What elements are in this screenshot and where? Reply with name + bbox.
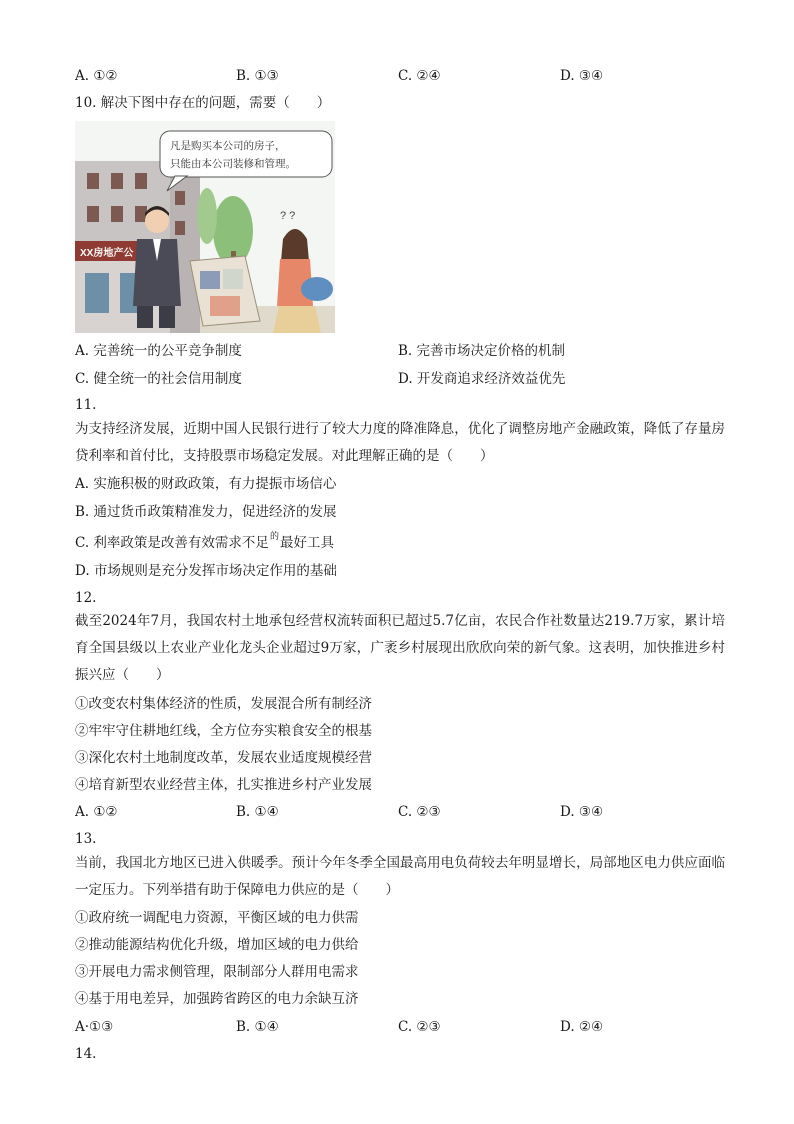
q12-item-4: ④培育新型农业经营主体，扎实推进乡村产业发展 bbox=[75, 777, 372, 793]
q13-number: 13. bbox=[75, 831, 97, 847]
q12-stem: 截至2024年7月，我国农村土地承包经营权流转面积已超过5.7亿亩，农民合作社数量达219.7万家，累计培育全国县级以上农业产业化龙头企业超过9万家，广袤乡村展现出欣欣向荣的新气象。这表明，加快推进乡村振兴应（ ） bbox=[75, 613, 725, 683]
q12-item-1: ①改变农村集体经济的性质，发展混合所有制经济 bbox=[75, 696, 372, 712]
q10-option-d: D. 开发商追求经济效益优先 bbox=[398, 371, 566, 387]
q9-option-d: D. ③④ bbox=[560, 68, 604, 84]
q11-option-b: B. 通过货币政策精准发力，促进经济的发展 bbox=[75, 504, 337, 520]
q9-option-c: C. ②④ bbox=[398, 68, 441, 84]
q10-stem: 10. 解决下图中存在的问题，需要（ ） bbox=[75, 95, 331, 111]
q11-option-d: D. 市场规则是充分发挥市场决定作用的基础 bbox=[75, 563, 337, 579]
q10-option-b: B. 完善市场决定价格的机制 bbox=[398, 343, 566, 359]
speech-line-2: 只能由本公司装修和管理。 bbox=[170, 158, 296, 170]
cartoon-illustration bbox=[75, 121, 335, 333]
q12-item-3: ③深化农村土地制度改革，发展农业适度规模经营 bbox=[75, 750, 372, 766]
q13-item-2: ②推动能源结构优化升级，增加区域的电力供给 bbox=[75, 937, 359, 953]
q13-item-3: ③开展电力需求侧管理，限制部分人群用电需求 bbox=[75, 964, 359, 980]
q13-stem: 当前，我国北方地区已进入供暖季。预计今年冬季全国最高用电负荷较去年明显增长，局部地区电力供应面临一定压力。下列举措有助于保障电力供应的是（ ） bbox=[75, 855, 725, 898]
q14-number: 14. bbox=[75, 1046, 97, 1062]
q13-option-b: B. ①④ bbox=[236, 1019, 279, 1035]
q11-option-a: A. 实施积极的财政政策，有力提振市场信心 bbox=[75, 476, 337, 492]
speech-line-1: 凡是购买本公司的房子， bbox=[170, 140, 286, 152]
q13-option-d: D. ②④ bbox=[560, 1019, 604, 1035]
q13-option-c: C. ②③ bbox=[398, 1019, 441, 1035]
question-marks: ? ? bbox=[280, 210, 296, 222]
q11-stem: 为支持经济发展，近期中国人民银行进行了较大力度的降准降息，优化了调整房地产金融政策，降低了存量房贷利率和首付比，支持股票市场稳定发展。对此理解正确的是（ ） bbox=[75, 421, 725, 464]
q10-cartoon bbox=[75, 121, 335, 333]
q13-option-a: A·①③ bbox=[75, 1019, 114, 1035]
company-sign: XX房地产公 bbox=[80, 248, 134, 259]
q12-item-2: ②牢牢守住耕地红线，全方位夯实粮食安全的根基 bbox=[75, 723, 372, 739]
q11-option-c bbox=[75, 533, 334, 555]
q13-item-1: ①政府统一调配电力资源，平衡区域的电力供需 bbox=[75, 910, 359, 926]
q9-option-a: A. ①② bbox=[75, 68, 118, 84]
q13-item-4: ④基于用电差异，加强跨省跨区的电力余缺互济 bbox=[75, 991, 359, 1007]
q11-option-c-text: C. 利率政策是改善有效需求不足 bbox=[75, 535, 269, 551]
q11-option-c-tail: 最好工具 bbox=[279, 535, 334, 551]
q12-option-d: D. ③④ bbox=[560, 804, 604, 820]
q10-option-c: C. 健全统一的社会信用制度 bbox=[75, 371, 242, 387]
q11-option-c-sup: 的 bbox=[269, 532, 279, 542]
q12-option-a: A. ①② bbox=[75, 804, 118, 820]
q10-option-a: A. 完善统一的公平竞争制度 bbox=[75, 343, 242, 359]
q12-option-c: C. ②③ bbox=[398, 804, 441, 820]
q12-option-b: B. ①④ bbox=[236, 804, 279, 820]
q11-number: 11. bbox=[75, 397, 97, 413]
q9-option-b: B. ①③ bbox=[236, 68, 279, 84]
q12-number: 12. bbox=[75, 590, 97, 606]
